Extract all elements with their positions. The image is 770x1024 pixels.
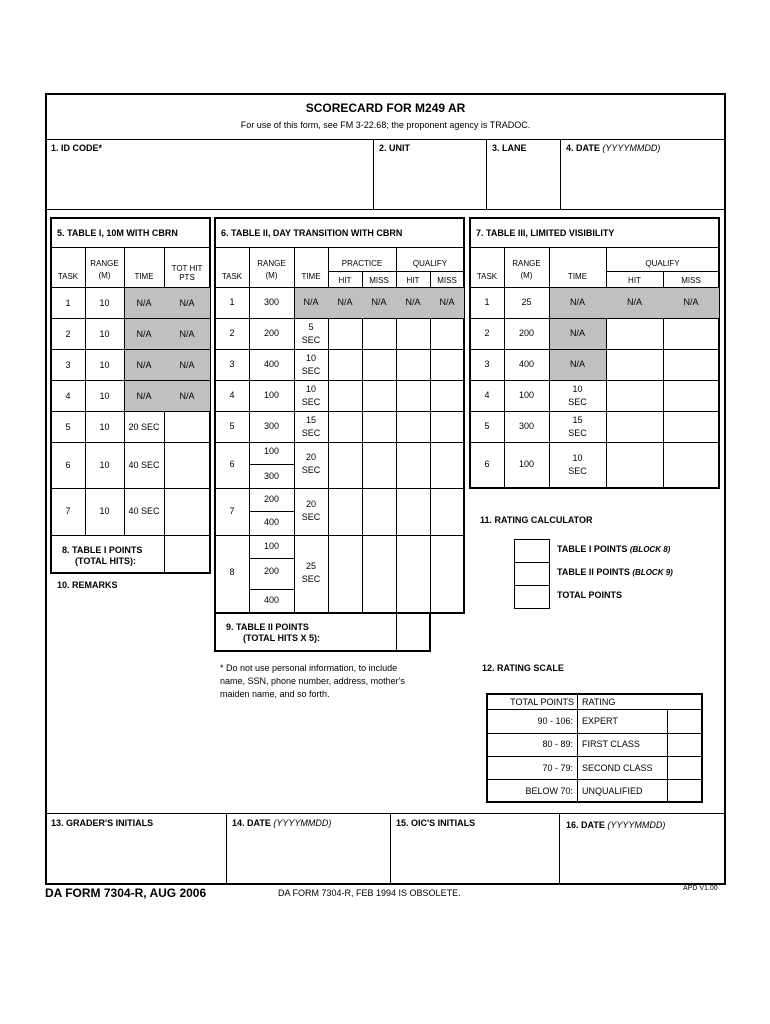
t2-r3-time-1: 10 (305, 353, 316, 363)
t1-r2-tot: N/A (179, 329, 195, 339)
divider (51, 488, 210, 489)
t2-r8-range-a: 100 (263, 541, 280, 551)
t1-r7-range: 10 (99, 506, 110, 516)
divider (215, 247, 464, 248)
date-16-label (566, 820, 665, 831)
t3-hdr-qualify: QUALIFY (645, 259, 680, 268)
divider (46, 813, 725, 814)
t2-r6-range-a: 100 (263, 446, 280, 456)
form-title: SCORECARD FOR M249 AR (305, 101, 466, 115)
divider (51, 535, 210, 536)
t2-r7-range-a: 200 (263, 494, 280, 504)
oic-initials-label: 15. OIC'S INITIALS (396, 818, 476, 828)
privacy-note-3: maiden name, and so forth. (220, 689, 330, 699)
t2-r1-task: 1 (229, 297, 235, 307)
privacy-note-2: name, SSN, phone number, address, mother's (220, 676, 405, 686)
rating-scale-title: 12. RATING SCALE (482, 663, 564, 673)
t2-r8-time-2: SEC (301, 574, 321, 584)
date-14-field[interactable] (228, 832, 389, 883)
t2-r1-time: N/A (303, 297, 319, 307)
t3-r6-time-1: 10 (572, 453, 583, 463)
divider (470, 442, 719, 443)
t2-hdr-p-miss: MISS (369, 276, 389, 285)
divider (559, 813, 560, 884)
divider (470, 318, 719, 319)
table-i-title: 5. TABLE I, 10M WITH CBRN (57, 228, 178, 238)
t2-r6-time-1: 20 (305, 452, 316, 462)
t1-r2-task: 2 (65, 329, 71, 339)
t2-hdr-time: TIME (301, 272, 321, 281)
t3-r5-time-1: 15 (572, 415, 583, 425)
t2-hdr-range-unit: (M) (265, 271, 278, 280)
t2-r4-time-2: SEC (301, 397, 321, 407)
t2-r6-range-b: 300 (263, 471, 280, 481)
t3-r6-range: 100 (518, 459, 535, 469)
t2-r3-task: 3 (229, 359, 235, 369)
t3-hdr-range: RANGE (512, 259, 541, 268)
t1-hdr-tothit: TOT HIT (171, 264, 203, 273)
rating-scale-rating: SECOND CLASS (582, 763, 653, 773)
t3-r3-time: N/A (569, 359, 585, 369)
t1-r7-time: 40 SEC (128, 506, 160, 516)
t2-r8-range-c: 400 (263, 595, 280, 605)
t3-r1-range: 25 (521, 297, 532, 307)
t1-r3-tot: N/A (179, 360, 195, 370)
table-ii-points-field[interactable] (397, 614, 429, 650)
t2-r7-time-1: 20 (305, 499, 316, 509)
t1-hdr-time: TIME (134, 272, 154, 281)
t1-r1-range: 10 (99, 298, 110, 308)
t2-r2-time-1: 5 (308, 322, 314, 332)
t2-r8-range-b: 200 (263, 566, 280, 576)
t3-hdr-hit: HIT (628, 276, 641, 285)
divider (51, 318, 210, 319)
date-14-format: (YYYYMMDD) (273, 818, 332, 828)
rating-scale-col-points: TOTAL POINTS (510, 697, 574, 707)
t2-r3-time-2: SEC (301, 366, 321, 376)
t2-hdr-practice: PRACTICE (341, 259, 383, 268)
remarks-label: 10. REMARKS (57, 580, 118, 590)
t3-r5-task: 5 (484, 421, 490, 431)
t2-hdr-qualify: QUALIFY (412, 259, 448, 268)
rating-scale-points: 90 - 106: (537, 716, 573, 726)
divider (487, 756, 702, 757)
date-16-format: (YYYYMMDD) (607, 820, 666, 830)
divider (215, 411, 464, 412)
rating-scale-checkbox[interactable] (668, 734, 701, 755)
date-format: (YYYYMMDD) (602, 143, 661, 153)
t2-r3-range: 400 (263, 359, 280, 369)
t3-r4-task: 4 (484, 390, 490, 400)
grader-initials-field[interactable] (47, 832, 225, 883)
t3-hdr-time: TIME (567, 272, 588, 281)
t1-r1-tot: N/A (179, 298, 195, 308)
t1-r1-task: 1 (65, 298, 71, 308)
t2-r4-time-1: 10 (305, 384, 316, 394)
t2-r6-time-2: SEC (301, 465, 321, 475)
t1-r4-task: 4 (65, 391, 71, 401)
rating-calc-box-2[interactable] (514, 562, 550, 586)
rating-calc-table1 (557, 544, 670, 555)
t1-r6-range: 10 (99, 460, 110, 470)
t2-r1-p-hit: N/A (337, 297, 353, 307)
divider (215, 442, 464, 443)
rating-calc-box-1[interactable] (514, 539, 550, 563)
t2-r2-range: 200 (263, 328, 280, 338)
t1-hdr-range-unit: (M) (98, 271, 111, 280)
t1-r5-task: 5 (65, 422, 71, 432)
t2-r7-task: 7 (229, 506, 235, 516)
t1-hdr-range: RANGE (90, 259, 119, 268)
table-i-points-label: 8. TABLE I POINTS (62, 545, 143, 555)
t1-r3-time: N/A (136, 360, 152, 370)
t3-r3-task: 3 (484, 359, 490, 369)
t2-hdr-range: RANGE (257, 259, 286, 268)
divider (46, 139, 725, 140)
divider (51, 380, 210, 381)
t1-r1-time: N/A (136, 298, 152, 308)
divider (85, 411, 86, 535)
t2-r7-time-2: SEC (301, 512, 321, 522)
divider (51, 411, 210, 412)
t1-r6-time: 40 SEC (128, 460, 160, 470)
form-subtitle: For use of this form, see FM 3-22.68; the proponent agency is TRADOC. (240, 120, 531, 130)
t3-r2-time: N/A (569, 328, 585, 338)
divider (51, 442, 210, 443)
t3-r4-range: 100 (518, 390, 535, 400)
rating-calc-table2 (557, 567, 673, 578)
t3-r1-hit: N/A (626, 297, 642, 307)
t2-r7-range-b: 400 (263, 517, 280, 527)
divider (487, 709, 702, 710)
divider (46, 209, 725, 210)
id-code-label: 1. ID CODE* (51, 143, 103, 153)
t1-hdr-pts: PTS (179, 273, 195, 282)
t3-r5-time-2: SEC (568, 428, 587, 438)
divider (390, 813, 391, 884)
t2-r1-p-miss: N/A (371, 297, 387, 307)
remarks-field[interactable] (50, 594, 210, 804)
rating-calc-box-3[interactable] (514, 585, 550, 609)
date-14-label (232, 818, 331, 829)
divider (470, 349, 719, 350)
divider (215, 488, 464, 489)
rating-calc-table2-ref: (BLOCK 9) (632, 568, 673, 577)
rating-scale-points: BELOW 70: (525, 786, 573, 796)
divider (215, 318, 464, 319)
apd-version: APD V1.00 (683, 885, 718, 892)
rating-scale-checkbox[interactable] (668, 781, 701, 802)
privacy-note-1: * Do not use personal information, to include (220, 663, 398, 673)
divider (373, 139, 374, 209)
t1-r4-tot: N/A (179, 391, 195, 401)
t1-r3-task: 3 (65, 360, 71, 370)
date-label (566, 143, 660, 154)
table-i-points-sub: (TOTAL HITS): (75, 556, 136, 566)
divider (470, 411, 719, 412)
rating-scale-col-rating: RATING (582, 697, 616, 707)
t2-r5-task: 5 (229, 421, 235, 431)
divider (51, 349, 210, 350)
date-field[interactable] (562, 156, 724, 208)
t1-r3-range: 10 (99, 360, 110, 370)
date-16-field[interactable] (561, 834, 724, 883)
t3-r1-miss: N/A (683, 297, 699, 307)
rating-scale-checkbox[interactable] (668, 711, 701, 732)
unit-field[interactable] (375, 156, 484, 208)
divider (470, 380, 719, 381)
date-16-text: 16. DATE (566, 820, 605, 830)
t3-r1-time: N/A (569, 297, 585, 307)
rating-calculator-title: 11. RATING CALCULATOR (480, 515, 593, 525)
divider (487, 779, 702, 780)
rating-calc-total: TOTAL POINTS (557, 590, 623, 600)
t1-r5-range: 10 (99, 422, 110, 432)
unit-label: 2. UNIT (379, 143, 411, 153)
t3-r4-time-1: 10 (572, 384, 583, 394)
divider (560, 139, 561, 209)
rating-scale-checkbox[interactable] (668, 758, 701, 779)
t2-r2-task: 2 (229, 328, 235, 338)
divider (51, 247, 210, 248)
t2-r5-time-1: 15 (305, 415, 316, 425)
divider (249, 511, 294, 512)
t2-hdr-p-hit: HIT (338, 276, 352, 285)
rating-calc-table2-text: TABLE II POINTS (557, 567, 630, 577)
t3-r6-task: 6 (484, 459, 490, 469)
table-ii-title: 6. TABLE II, DAY TRANSITION WITH CBRN (221, 228, 403, 238)
date-label-text: 4. DATE (566, 143, 600, 153)
table-ii-points-sub: (TOTAL HITS X 5): (243, 633, 321, 643)
divider (249, 558, 294, 559)
t3-hdr-range-unit: (M) (520, 271, 533, 280)
t2-r8-task: 8 (229, 567, 235, 577)
rating-scale-points: 80 - 89: (542, 739, 573, 749)
t1-r2-range: 10 (99, 329, 110, 339)
t3-r3-range: 400 (518, 359, 535, 369)
t2-r1-range: 300 (263, 297, 280, 307)
divider (249, 464, 294, 465)
t2-hdr-q-hit: HIT (406, 276, 420, 285)
t2-r5-time-2: SEC (301, 428, 321, 438)
t2-r4-range: 100 (263, 390, 280, 400)
rating-calc-table1-text: TABLE I POINTS (557, 544, 628, 554)
t2-r1-q-hit: N/A (405, 297, 421, 307)
rating-scale-rating: EXPERT (582, 716, 618, 726)
divider (249, 589, 294, 590)
divider (215, 380, 464, 381)
oic-initials-field[interactable] (392, 832, 558, 883)
t1-r2-time: N/A (136, 329, 152, 339)
t1-hdr-task: TASK (57, 272, 79, 281)
t3-r2-task: 2 (484, 328, 490, 338)
table-iii-title: 7. TABLE III, LIMITED VISIBILITY (476, 228, 615, 238)
t2-r2-time-2: SEC (301, 335, 321, 345)
form-number: DA FORM 7304-R, AUG 2006 (45, 886, 207, 900)
t1-r4-time: N/A (136, 391, 152, 401)
rating-scale-rating: FIRST CLASS (582, 739, 640, 749)
t3-r2-range: 200 (518, 328, 535, 338)
t1-r5-time: 20 SEC (128, 422, 160, 432)
t2-r1-q-miss: N/A (439, 297, 455, 307)
date-14-text: 14. DATE (232, 818, 271, 828)
divider (215, 535, 464, 536)
t3-r6-time-2: SEC (568, 466, 587, 476)
t2-hdr-q-miss: MISS (437, 276, 457, 285)
t3-hdr-miss: MISS (681, 276, 701, 285)
divider (486, 139, 487, 209)
t3-hdr-task: TASK (476, 272, 498, 281)
divider (577, 694, 578, 802)
t2-r6-task: 6 (229, 459, 235, 469)
t1-r6-task: 6 (65, 460, 71, 470)
divider (226, 813, 227, 884)
lane-label: 3. LANE (492, 143, 527, 153)
table-i-points-field[interactable] (166, 537, 209, 573)
grader-initials-label: 13. GRADER'S INITIALS (51, 818, 154, 828)
t1-r4-range: 10 (99, 391, 110, 401)
t2-r4-task: 4 (229, 390, 235, 400)
table-ii-points-label: 9. TABLE II POINTS (226, 622, 309, 632)
t3-r4-time-2: SEC (568, 397, 587, 407)
obsolete-note: DA FORM 7304-R, FEB 1994 IS OBSOLETE. (278, 888, 461, 898)
rating-calc-table1-ref: (BLOCK 8) (629, 545, 671, 554)
lane-field[interactable] (488, 156, 558, 208)
rating-scale-points: 70 - 79: (542, 763, 573, 773)
rating-scale-rating: UNQUALIFIED (582, 786, 643, 796)
divider (470, 247, 719, 248)
id-code-field[interactable] (47, 156, 371, 208)
t2-r5-range: 300 (263, 421, 280, 431)
t3-r1-task: 1 (484, 297, 490, 307)
t2-r8-time-1: 25 (305, 561, 316, 571)
t2-hdr-task: TASK (221, 272, 243, 281)
divider (215, 349, 464, 350)
t3-r5-range: 300 (518, 421, 535, 431)
t1-r7-task: 7 (65, 506, 71, 516)
